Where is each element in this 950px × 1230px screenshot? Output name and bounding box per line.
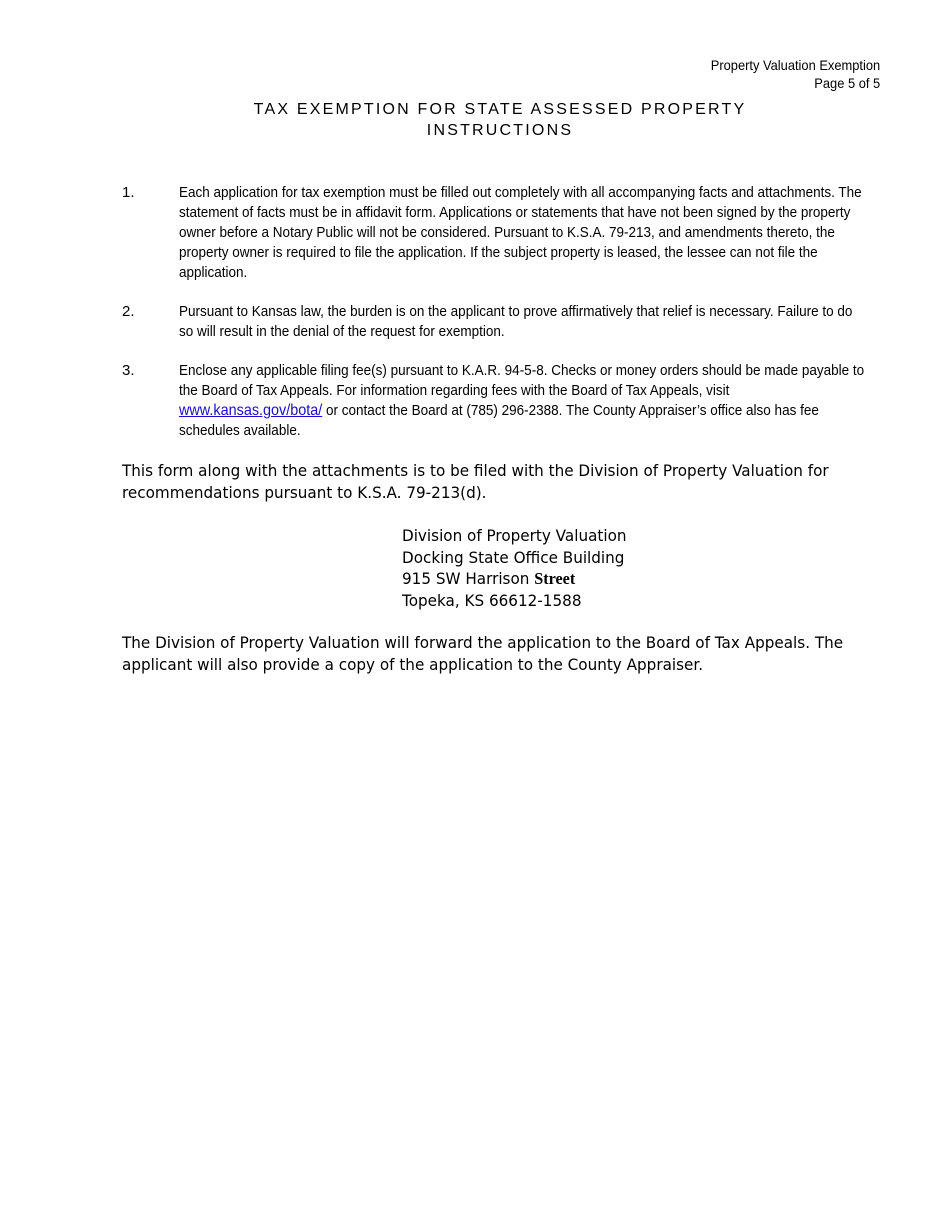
forward-paragraph — [122, 632, 882, 676]
instruction-number: 2. — [122, 303, 135, 320]
instruction-number: 1. — [122, 184, 135, 201]
instruction-item — [122, 302, 872, 342]
page-header — [711, 56, 880, 92]
title-line-1: TAX EXEMPTION FOR STATE ASSESSED PROPERTY — [253, 101, 747, 118]
page-number: Page 5 of 5 — [814, 75, 880, 91]
instruction-list — [122, 183, 872, 460]
address-street-number: 915 SW Harrison — [402, 569, 535, 588]
instruction-item — [122, 183, 872, 283]
instruction-item — [122, 361, 872, 441]
document-title — [150, 99, 850, 141]
instruction-text — [179, 361, 868, 441]
instruction-number: 3. — [122, 362, 135, 379]
instruction-text: Pursuant to Kansas law, the burden is on the applicant to prove affirmatively that relief is necessary. Failure to do so will result in the denial of the request for exemption. — [179, 303, 853, 340]
address-line-1: Division of Property Valuation — [402, 526, 627, 545]
instruction-text-after-link: or contact the Board at (785) 296-2388. The County Appraiser’s office also has fee schedules available. — [179, 402, 819, 439]
title-line-2: INSTRUCTIONS — [426, 122, 574, 139]
bota-website-link[interactable]: www.kansas.gov/bota/ — [179, 402, 323, 419]
mailing-address — [402, 525, 638, 611]
address-line-2: Docking State Office Building — [402, 547, 625, 567]
forward-paragraph-text: The Division of Property Valuation will forward the application to the Board of Tax Appeals. The applicant will also provide a copy of the application to the County Appraiser. — [122, 633, 844, 674]
instruction-text: Each application for tax exemption must be filled out completely with all accompanying facts and attachments. The statement of facts must be in affidavit form. Applications or statements that have not been signed by the property owner before a Notary Public will not be considered. Pursuant to K.S.A. 79-213, and amendments thereto, the property owner is required to file the application. If the subject property is leased, the lessee can not file the application. — [179, 184, 862, 281]
address-line-4: Topeka, KS 66612-1588 — [402, 590, 582, 610]
instruction-text-before-link: Enclose any applicable filing fee(s) pursuant to K.A.R. 94-5-8. Checks or money orders should be made payable to the Board of Tax Appeals. For information regarding fees with the Board of Tax Appeals, visit — [179, 362, 865, 399]
form-name: Property Valuation Exemption — [710, 57, 880, 73]
address-line-3 — [402, 568, 627, 590]
filing-paragraph-text: This form along with the attachments is to be filed with the Division of Property Valuation for recommendations pursuant to K.S.A. 79-213(d). — [122, 461, 829, 502]
address-street-word: Street — [534, 569, 576, 588]
filing-paragraph — [122, 460, 882, 504]
